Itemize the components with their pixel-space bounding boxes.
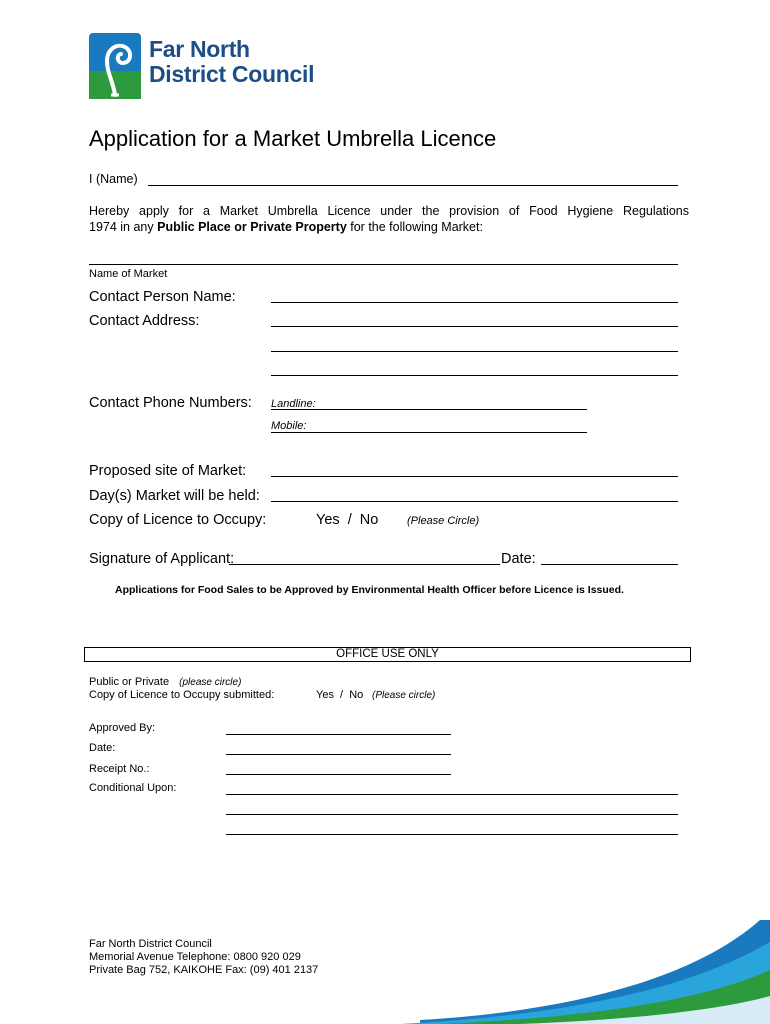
copy-licence-label: Copy of Licence to Occupy: [89,512,267,528]
landline-label: Landline: [271,398,316,410]
proposed-site-label: Proposed site of Market: [89,463,247,479]
date-line[interactable] [541,564,678,565]
office-yes-no[interactable]: Yes / No [316,689,364,701]
conditional-upon-line-2[interactable] [226,814,678,815]
page-title: Application for a Market Umbrella Licence [89,126,497,151]
public-private-label[interactable]: Public or Private [89,676,170,688]
approval-note: Applications for Food Sales to be Approved by Environmental Health Officer before Licence is Issued. [115,584,624,596]
council-logo-icon [89,33,141,99]
intro-line-2 [89,220,483,234]
approved-by-line[interactable] [226,734,451,735]
footer-line-2: Memorial Avenue Telephone: 0800 920 029 [89,951,301,963]
name-line[interactable] [148,185,678,186]
days-held-label: Day(s) Market will be held: [89,488,260,504]
contact-address-line-1[interactable] [271,326,678,327]
mobile-label: Mobile: [271,420,307,432]
office-date-label: Date: [89,742,116,754]
footer-line-1: Far North District Council [89,938,212,950]
copy-licence-yes-no[interactable]: Yes / No [316,512,379,528]
market-name-line[interactable] [89,264,678,265]
footer-address [89,938,318,977]
mobile-line[interactable] [271,432,587,433]
contact-address-line-3[interactable] [271,375,678,376]
copy-submitted-label: Copy of Licence to Occupy submitted: [89,689,275,701]
contact-person-label: Contact Person Name: [89,289,236,305]
footer-line-3: Private Bag 752, KAIKOHE Fax: (09) 401 2137 [89,964,319,976]
council-logo-text [149,37,314,87]
intro-text-a: 1974 in any [89,220,158,234]
intro-text-b: for the following Market: [346,220,483,234]
contact-phone-label: Contact Phone Numbers: [89,395,252,411]
receipt-no-line[interactable] [226,774,451,775]
signature-line[interactable] [229,564,500,565]
landline-line[interactable] [271,409,587,410]
public-private-row [89,676,241,688]
logo-line-1: Far North [149,36,250,62]
intro-line-1: Hereby apply for a Market Umbrella Licence under the provision of Food Hygiene Regulations [89,204,689,218]
contact-person-line[interactable] [271,302,678,303]
footer-swoosh-icon [400,912,770,1024]
contact-address-label: Contact Address: [89,313,200,329]
conditional-upon-label: Conditional Upon: [89,782,177,794]
days-held-line[interactable] [271,501,678,502]
conditional-upon-line-3[interactable] [226,834,678,835]
signature-label: Signature of Applicant: [89,551,235,567]
receipt-no-label: Receipt No.: [89,763,150,775]
market-name-caption: Name of Market [89,268,168,280]
intro-bold: Public Place or Private Property [157,220,347,234]
office-use-header: OFFICE USE ONLY [84,647,691,662]
contact-address-line-2[interactable] [271,351,678,352]
office-please-circle: (Please circle) [372,690,436,701]
name-label: I (Name) [89,172,138,186]
please-circle-lower: (please circle) [179,677,242,688]
logo-line-2: District Council [149,61,315,87]
please-circle-note: (Please Circle) [407,515,480,527]
date-label: Date: [501,551,536,567]
approved-by-label: Approved By: [89,722,156,734]
conditional-upon-line-1[interactable] [226,794,678,795]
office-date-line[interactable] [226,754,451,755]
proposed-site-line[interactable] [271,476,678,477]
